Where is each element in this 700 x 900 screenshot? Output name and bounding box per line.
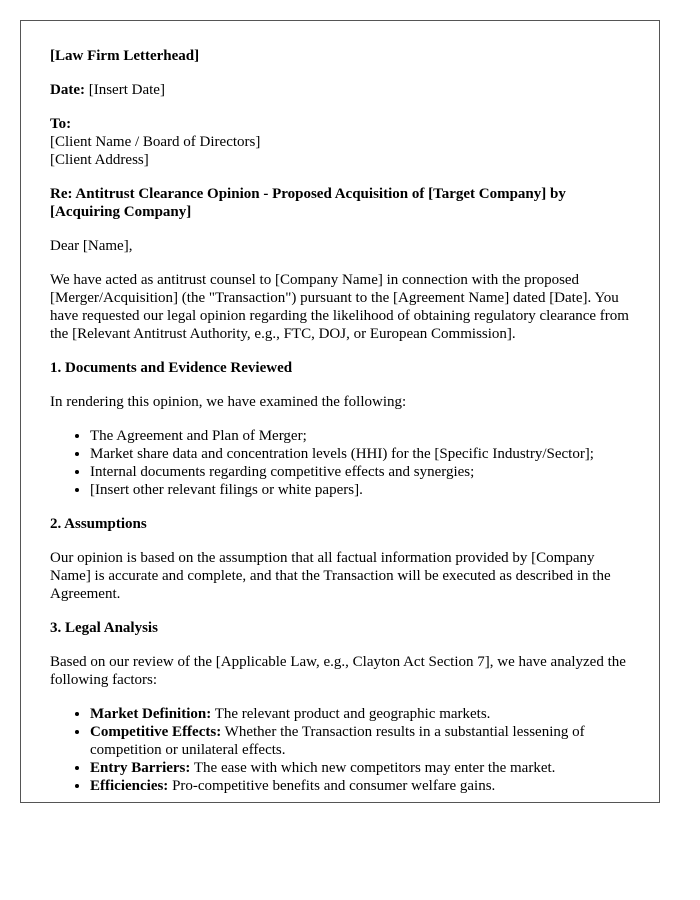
analysis-intro: Based on our review of the [Applicable Law, e.g., Clayton Act Section 7], we have analyzed the following factors: xyxy=(50,654,626,688)
analysis-factors-list xyxy=(50,705,630,795)
section-heading-analysis: 3. Legal Analysis xyxy=(50,620,158,636)
list-item xyxy=(90,759,630,777)
date-line xyxy=(50,81,630,99)
list-item xyxy=(90,777,630,795)
to-label: To: xyxy=(50,116,72,132)
letter-body xyxy=(21,21,659,795)
list-item: • The Agreement and Plan of Merger; xyxy=(90,427,630,445)
recipient-address: [Client Address] xyxy=(50,152,149,168)
factor-text: The ease with which new competitors may enter the market. xyxy=(190,760,556,776)
factor-text: Whether the Transaction results in a substantial lessening of competition or unilateral effects. xyxy=(90,724,585,758)
list-item: • Market share data and concentration levels (HHI) for the [Specific Industry/Sector]; xyxy=(90,445,630,463)
factor-term: Efficiencies: xyxy=(90,778,169,794)
list-item: • Internal documents regarding competitive effects and synergies; xyxy=(90,463,630,481)
factor-text: Pro-competitive benefits and consumer welfare gains. xyxy=(168,778,496,794)
factor-term: Market Definition: xyxy=(90,706,212,722)
subject-line: Re: Antitrust Clearance Opinion - Proposed Acquisition of [Target Company] by [Acquiring Company] xyxy=(50,186,566,220)
documents-list xyxy=(50,427,630,499)
letterhead: [Law Firm Letterhead] xyxy=(50,48,200,64)
list-item xyxy=(90,705,630,723)
factor-text: The relevant product and geographic markets. xyxy=(211,706,491,722)
section-heading-documents: 1. Documents and Evidence Reviewed xyxy=(50,360,293,376)
list-item xyxy=(90,723,630,759)
documents-intro: In rendering this opinion, we have examined the following: xyxy=(50,394,407,410)
list-item: • [Insert other relevant filings or white papers]. xyxy=(90,481,630,499)
factor-term: Competitive Effects: xyxy=(90,724,222,740)
document-page xyxy=(20,20,660,803)
date-label: Date: xyxy=(50,82,85,98)
assumptions-paragraph: Our opinion is based on the assumption that all factual information provided by [Company Name] is accurate and complete, and that the Transaction will be executed as described in the Agreement. xyxy=(50,550,611,602)
intro-paragraph: We have acted as antitrust counsel to [Company Name] in connection with the proposed [Merger/Acquisition] (the "Transaction") pursuant to the [Agreement Name] dated [Date]. You have requested our legal opinion regarding the likelihood of obtaining regulatory clearance from the [Relevant Antitrust Authority, e.g., FTC, DOJ, or European Commission]. xyxy=(50,272,629,342)
recipient-block xyxy=(50,115,630,169)
salutation: Dear [Name], xyxy=(50,238,133,254)
section-heading-assumptions: 2. Assumptions xyxy=(50,516,147,532)
recipient-name: [Client Name / Board of Directors] xyxy=(50,134,261,150)
factor-term: Entry Barriers: xyxy=(90,760,191,776)
date-value: [Insert Date] xyxy=(88,82,165,98)
